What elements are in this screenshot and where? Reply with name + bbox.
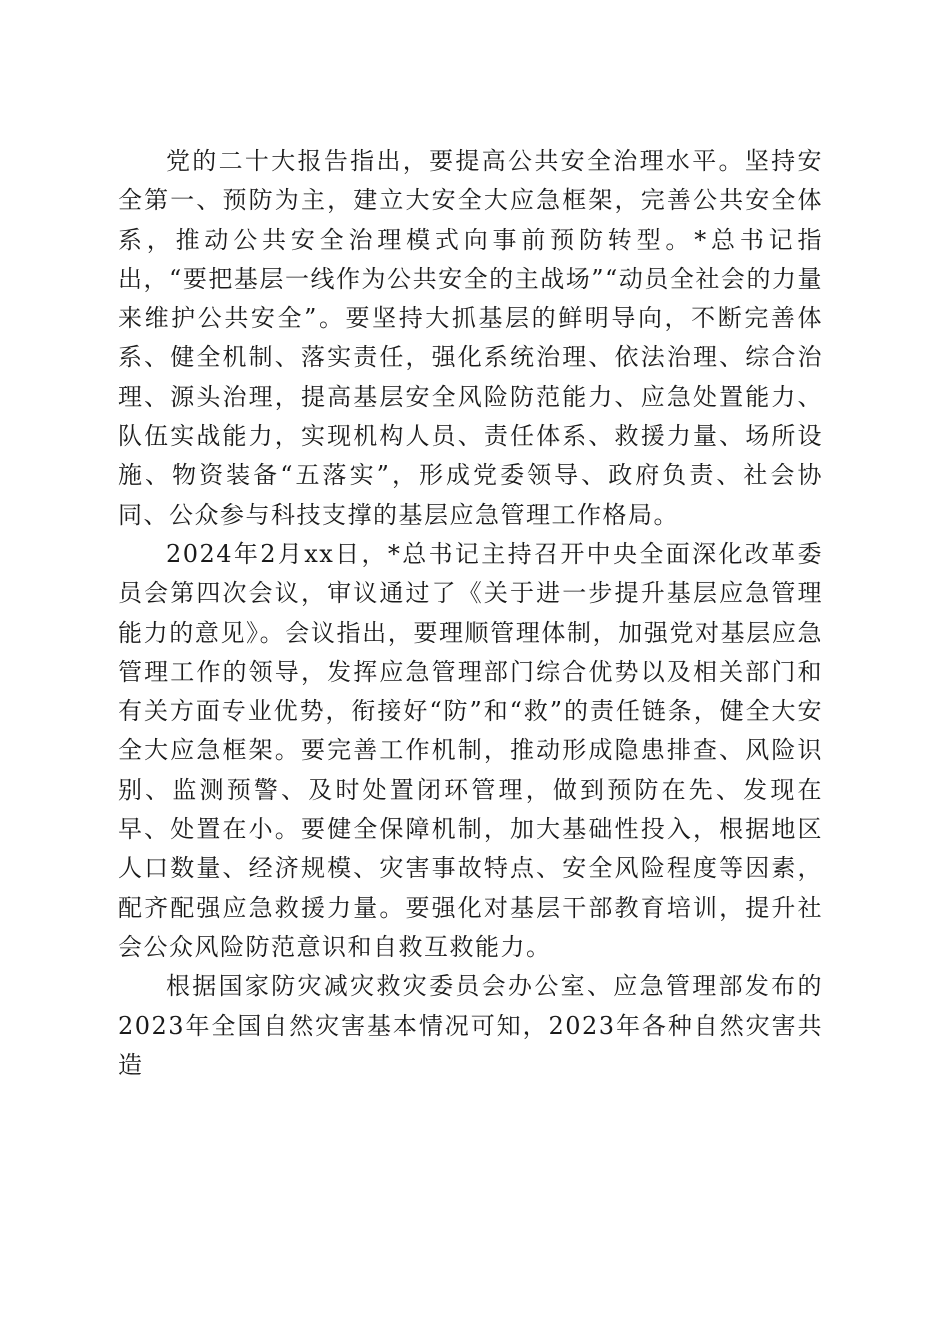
paragraph-1: 党的二十大报告指出，要提高公共安全治理水平。坚持安全第一、预防为主，建立大安全大应急框架，完善公共安全体系，推动公共安全治理模式向事前预防转型。*总书记指出，“要把基层一线作为公共安全的主战场”“动员全社会的力量来维护公共安全”。要坚持大抓基层的鲜明导向，不断完善体系、健全机制、落实责任，强化系统治理、依法治理、综合治理、源头治理，提高基层安全风险防范能力、应急处置能力、队伍实战能力，实现机构人员、责任体系、救援力量、场所设施、物资装备“五落实”，形成党委领导、政府负责、社会协同、公众参与科技支撑的基层应急管理工作格局。 xyxy=(118,147,823,529)
paragraph-3: 根据国家防灾减灾救灾委员会办公室、应急管理部发布的2023年全国自然灾害基本情况可知，2023年各种自然灾害共造 xyxy=(118,972,823,1079)
paragraph-2: 2024年2月xx日，*总书记主持召开中央全面深化改革委员会第四次会议，审议通过了《关于进一步提升基层应急管理能力的意见》。会议指出，要理顺管理体制，加强党对基层应急管理工作的领导，发挥应急管理部门综合优势以及相关部门和有关方面专业优势，衔接好“防”和“救”的责任链条，健全大安全大应急框架。要完善工作机制，推动形成隐患排查、风险识别、监测预警、及时处置闭环管理，做到预防在先、发现在早、处置在小。要健全保障机制，加大基础性投入，根据地区人口数量、经济规模、灾害事故特点、安全风险程度等因素，配齐配强应急救援力量。要强化对基层干部教育培训，提升社会公众风险防范意识和自救互救能力。 xyxy=(118,539,823,961)
document-body xyxy=(118,142,823,1085)
